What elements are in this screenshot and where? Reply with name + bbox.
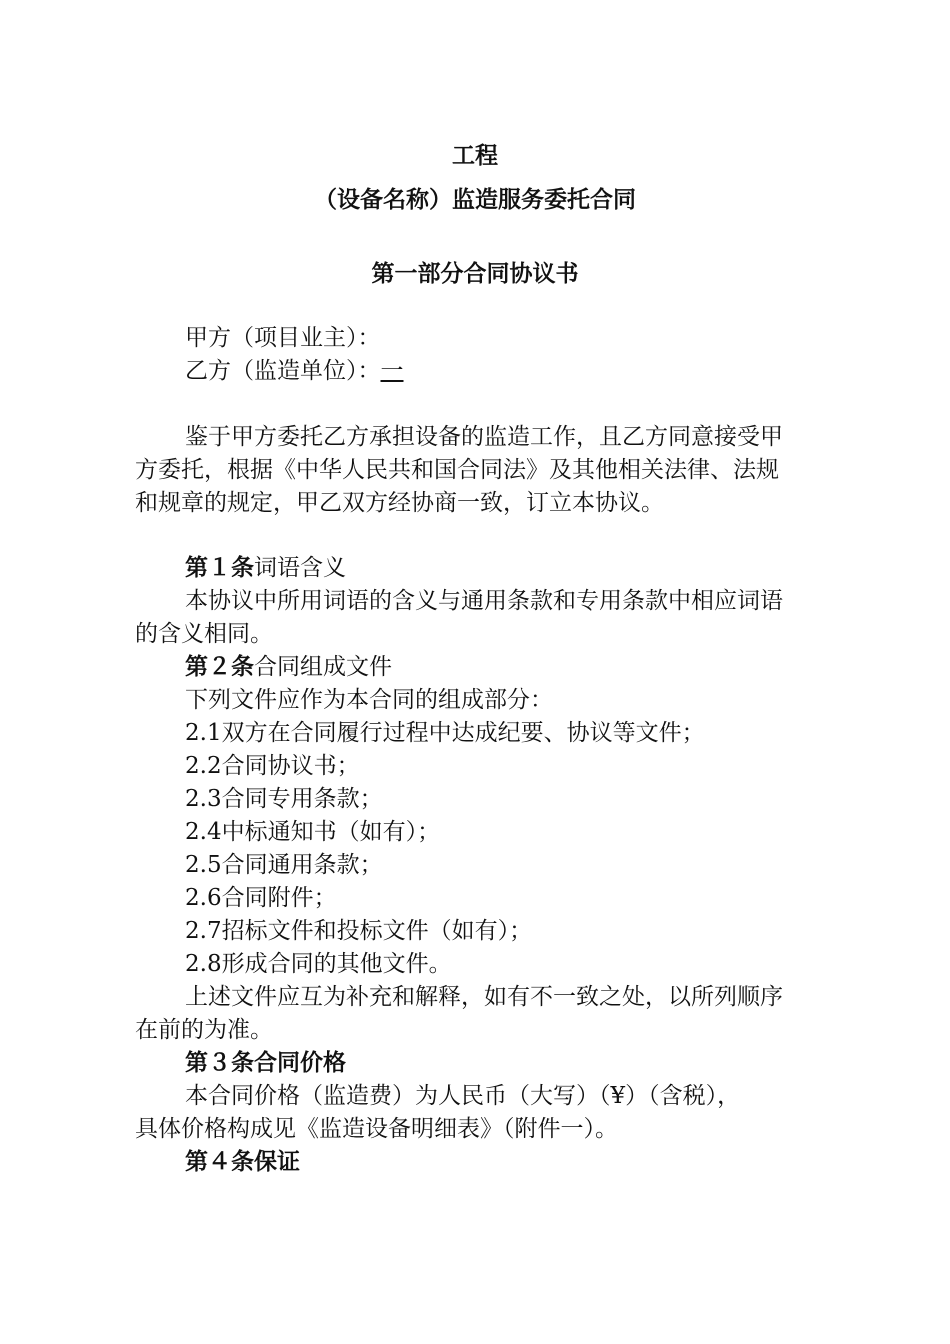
article-2-item: 2.5合同通用条款； [185,852,383,878]
article-2-item: 2.1双方在合同履行过程中达成纪要、协议等文件； [185,720,705,746]
part-one-title: 第一部分合同协议书 [371,261,579,287]
article-1-body-line-2: 的含义相同。 [135,621,273,647]
document-title-contract: （设备名称）监造服务委托合同 [314,187,636,213]
preamble-line-1: 鉴于甲方委托乙方承担设备的监造工作，且乙方同意接受甲 [185,424,783,450]
article-2-item: 2.3合同专用条款； [185,786,383,812]
article-2-label: 第２条 [185,654,254,680]
article-1-heading [185,552,346,585]
article-1-label: 第１条 [185,555,254,581]
article-2-outro-line-1: 上述文件应互为补充和解释，如有不一致之处，以所列顺序 [185,984,783,1010]
article-2-item: 2.4中标通知书（如有）； [185,819,441,845]
preamble-line-2: 方委托，根据《中华人民共和国合同法》及其他相关法律、法规 [135,457,779,483]
article-2-heading [185,651,392,684]
article-2-title: 合同组成文件 [254,654,392,680]
document-title-project: 工程 [452,143,498,169]
article-3-body-line-1: 本合同价格（监造费）为人民币（大写）（¥）（含税）， [185,1083,741,1109]
article-4-heading: 第４条保证 [185,1149,300,1175]
article-3-body-line-2: 具体价格构成见《监造设备明细表》（附件一）。 [135,1116,618,1142]
party-b-label: 乙方（监造单位）： [185,358,381,384]
party-b-line [185,355,405,388]
article-3-heading: 第３条合同价格 [185,1050,346,1076]
article-1-body-line-1: 本协议中所用词语的含义与通用条款和专用条款中相应词语 [185,588,783,614]
article-1-title: 词语含义 [254,555,346,581]
article-2-item: 2.6合同附件； [185,885,337,911]
article-2-item: 2.2合同协议书； [185,753,360,779]
party-b-blank: 一 [380,358,404,384]
article-2-outro-line-2: 在前的为准。 [135,1017,273,1043]
party-a-line: 甲方（项目业主）： [185,325,381,351]
article-2-intro: 下列文件应作为本合同的组成部分： [185,687,553,713]
article-2-item: 2.7招标文件和投标文件（如有）； [185,918,533,944]
preamble-line-3: 和规章的规定，甲乙双方经协商一致，订立本协议。 [135,490,664,516]
article-2-item: 2.8形成合同的其他文件。 [185,951,452,977]
